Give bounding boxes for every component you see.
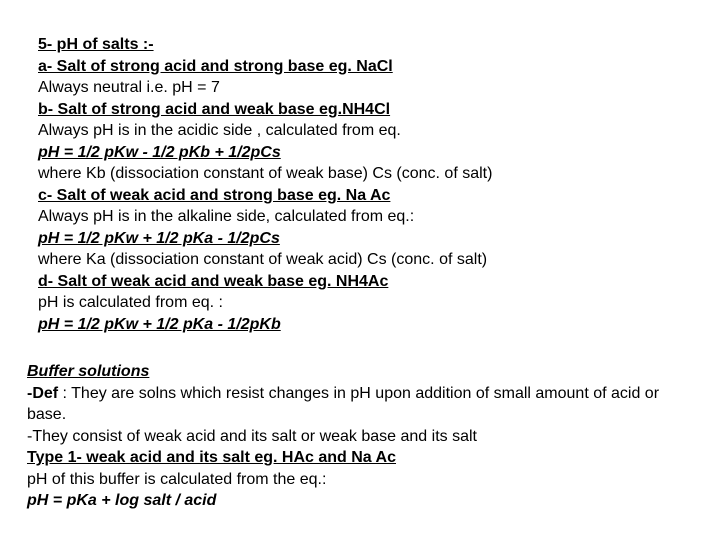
salts-heading: 5- pH of salts :- — [38, 36, 154, 53]
salt-b-where: where Kb (dissociation constant of weak base) Cs (conc. of salt) — [38, 165, 493, 182]
salt-c-title: c- Salt of weak acid and strong base eg. Na Ac — [38, 186, 391, 204]
salt-b-text: Always pH is in the acidic side , calculated from eq. — [38, 122, 401, 139]
def-label: -Def — [27, 384, 59, 402]
salt-a-title: a- Salt of strong acid and strong base eg. NaCl — [38, 57, 393, 75]
salt-b-title: b- Salt of strong acid and weak base eg.NH4Cl — [38, 100, 391, 118]
type1-title: Type 1- weak acid and its salt eg. HAc and Na Ac — [27, 449, 397, 466]
salt-a-text: Always neutral i.e. pH = 7 — [38, 79, 220, 96]
salt-b-equation: pH = 1/2 pKw - 1/2 pKb + 1/2pCs — [38, 143, 281, 161]
salt-c-equation: pH = 1/2 pKw + 1/2 pKa - 1/2pCs — [38, 229, 280, 247]
buffer-consist: -They consist of weak acid and its salt or weak base and its salt — [27, 427, 477, 445]
salt-c-where: where Ka (dissociation constant of weak acid) Cs (conc. of salt) — [38, 251, 488, 268]
buffer-heading: Buffer solutions — [27, 363, 150, 380]
buffer-definition — [27, 383, 697, 426]
type1-text: pH of this buffer is calculated from the eq.: — [27, 470, 327, 488]
salt-d-equation: pH = 1/2 pKw + 1/2 pKa - 1/2pKb — [38, 315, 281, 333]
salt-d-title: d- Salt of weak acid and weak base eg. NH4Ac — [38, 272, 389, 290]
type1-equation: pH = pKa + log salt / acid — [27, 492, 217, 509]
buffer-section — [27, 361, 697, 512]
salt-c-text: Always pH is in the alkaline side, calculated from eq.: — [38, 208, 415, 225]
salts-section — [38, 34, 708, 335]
salt-d-text: pH is calculated from eq. : — [38, 294, 223, 311]
def-text: : They are solns which resist changes in pH upon addition of small amount of acid or base. — [27, 384, 660, 423]
